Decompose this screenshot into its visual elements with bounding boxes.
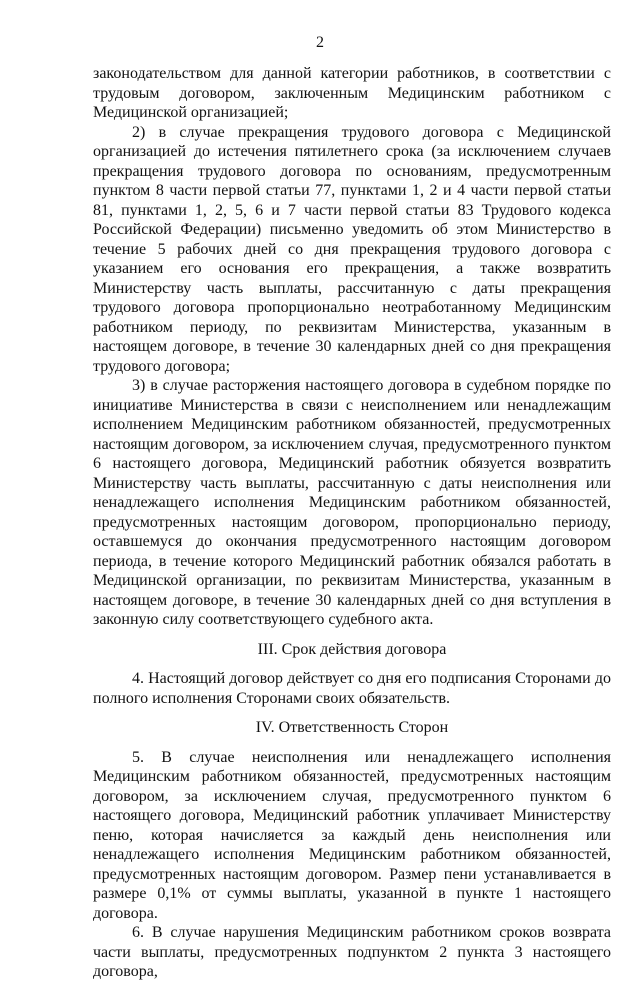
page-number: 2 [316,34,324,51]
paragraph-5: 5. В случае неисполнения или ненадлежащего исполнения Медицинским работником обязанностей, предусмотренных настоящим договором, за исключением случая, предусмотренного пунктом 6 настоящего договора, Медицинский работник уплачивает Министерству пеню, которая начисляется за каждый день неисполнения или ненадлежащего исполнения Медицинским работником обязанностей, предусмотренных настоящим договором. Размер пени устанавливается в размере 0,1% от суммы выплаты, указанной в пункте 1 настоящего договора. [93,748,611,922]
paragraph-6: 6. В случае нарушения Медицинским работником сроков возврата части выплаты, предусмотренных подпунктом 2 пункта 3 настоящего договора, [93,924,611,980]
paragraph-item-3: 3) в случае расторжения настоящего договора в судебном порядке по инициативе Министерства в связи с неисполнением или ненадлежащим исполнением Медицинским работником обязанностей, предусмотренных настоящим договором, за исключением случая, предусмотренного пунктом 6 настоящего договора, Медицинский работник обязуется возвратить Министерству часть выплаты, рассчитанную с даты неисполнения или ненадлежащего исполнения Медицинским работником обязанностей, предусмотренных настоящим договором, пропорционально периоду, оставшемуся до окончания предусмотренного настоящим договором периода, в течение которого Медицинский работник обязался работать в Медицинской организации, по реквизитам Министерства, указанным в настоящем договоре, в течение 30 календарных дней со дня вступления в законную силу соответствующего судебного акта. [93,377,611,628]
paragraph-4: 4. Настоящий договор действует со дня его подписания Сторонами до полного исполнения Сторонами своих обязательств. [93,670,611,707]
paragraph-continuation: законодательством для данной категории работников, в соответствии с трудовым договором, заключенным Медицинским работником с Медицинской организацией; [93,65,611,121]
paragraph-item-2: 2) в случае прекращения трудового договора с Медицинской организацией до истечения пятилетнего срока (за исключением случаев прекращения трудового договора по основаниям, предусмотренным пунктом 8 части первой статьи 77, пунктами 1, 2 и 4 части первой статьи 81, пунктами 1, 2, 5, 6 и 7 части первой статьи 83 Трудового кодекса Российской Федерации) письменно уведомить об этом Министерство в течение 5 рабочих дней со дня прекращения трудового договора с указанием его основания его прекращения, а также возвратить Министерству часть выплаты, рассчитанную с даты прекращения трудового договора пропорционально неотработанному Медицинским работником периоду, по реквизитам Министерства, указанным в настоящем договоре, в течение 30 календарных дней со дня прекращения трудового договора; [93,123,611,375]
section-heading-term: III. Срок действия договора [257,640,447,658]
document-body [93,64,611,982]
section-heading-liability: IV. Ответственность Сторон [255,719,449,736]
